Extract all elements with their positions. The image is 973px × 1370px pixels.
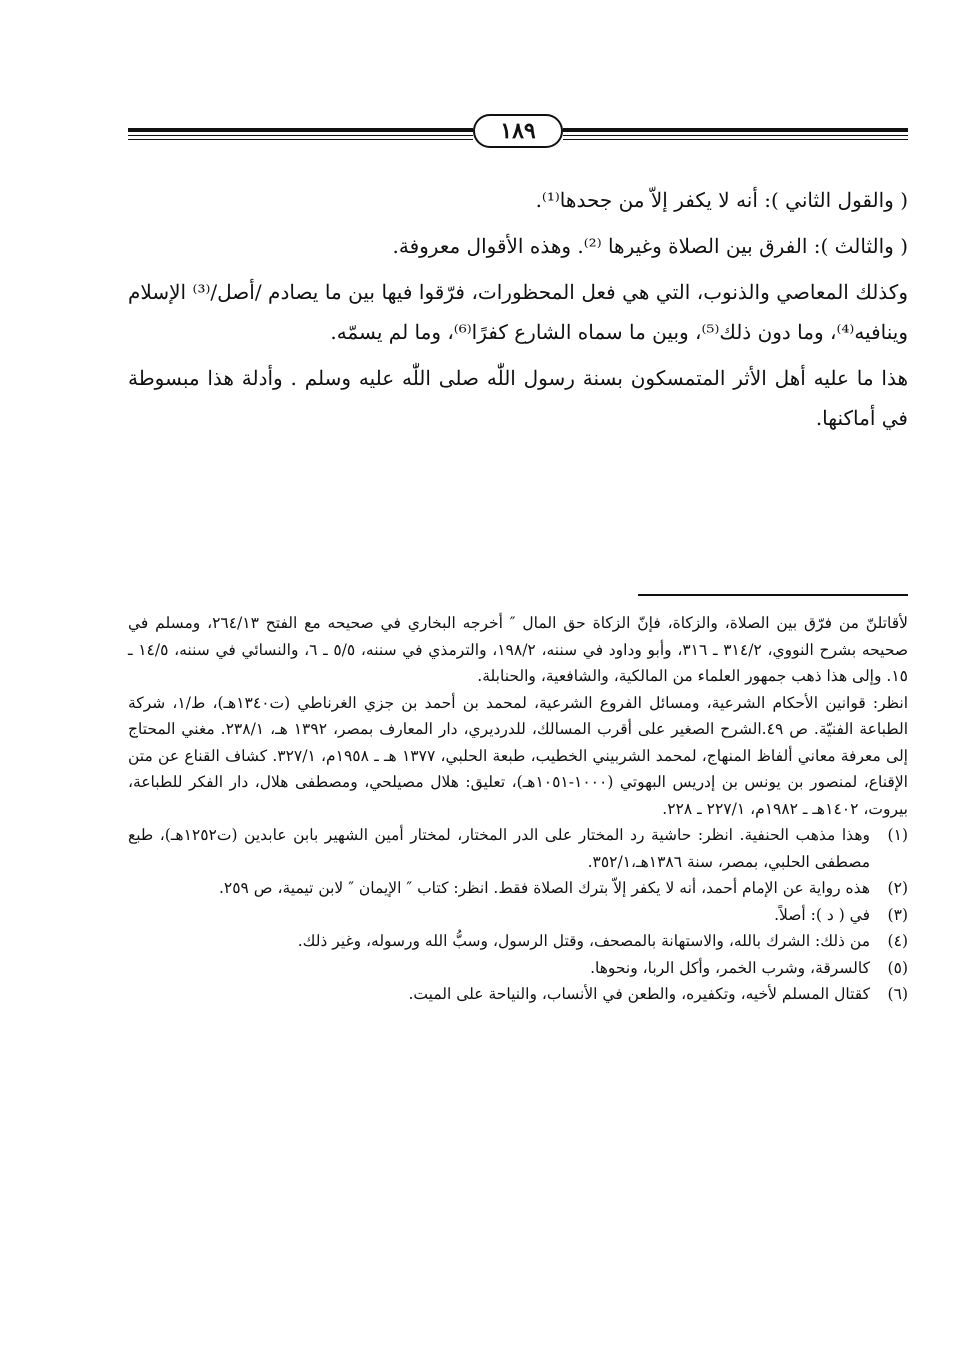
footnote-text: هذه رواية عن الإمام أحمد، أنه لا يكفر إلاّ بترك الصلاة فقط. انظر: كتاب ″ الإيمان ″ لابن تيمية، ص ٢٥٩. [218,879,870,897]
footnote-number: (١) [887,826,908,844]
footnote-text: من ذلك: الشرك بالله، والاستهانة بالمصحف، وقتل الرسول، وسبُّ الله ورسوله، وغير ذلك. [297,932,870,950]
footnote-continuation: لأقاتلنّ من فرّق بين الصلاة، والزكاة، فإنّ الزكاة حق المال ″ أخرجه البخاري في صحيحه مع الفتح ٢٦٤/١٣، ومسلم في صحيحه بشرح النووي، ٣١٤/٢ ـ ٣١٦، وأبو وداود في سننه، ١٩٨/٢، والترمذي في سننه، ٥/٥ ـ ٦، والنسائي في سننه، ١٤/٥ ـ ١٥. وإلى هذا ذهب جمهور العلماء من المالكية، والشافعية، والحنابلة. [128,614,908,685]
footnote-number: (٦) [887,985,908,1003]
footnote-separator [638,594,908,596]
footnote-5 [128,955,908,982]
header-rule-left [128,128,473,143]
footnote-continuation: انظر: قوانين الأحكام الشرعية، ومسائل الفروع الشرعية، لمحمد بن أحمد بن جزي الغرناطي (ت١٣٤٠هـ)، ط/١، شركة الطباعة الفنيّة. ص ٤٩.الشرح الصغير على أقرب المسالك، للدرديري، دار المعارف بمصر، ١٣٩٢ هـ، ٢٣٨/١. مغني المحتاج إلى معرفة معاني ألفاظ المنهاج، لمحمد الشربيني الخطيب، طبعة الحلبي، ١٣٧٧ هـ ـ ١٩٥٨م، ٣٢٧/١. كشاف القناع عن متن الإقناع، لمنصور بن يونس بن إدريس البهوتي (١٠٠٠-١٠٥١هـ)، تعليق: هلال مصيلحي، ومصطفى هلال، دار الفكر للطباعة، بيروت، ١٤٠٢هـ ـ ١٩٨٢م، ٢٢٧/١ ـ ٢٢٨. [128,693,909,818]
footnote-number: (٥) [887,958,908,977]
footnote-text: وهذا مذهب الحنفية. انظر: حاشية رد المختار على الدر المختار، لمختار أمين الشهير بابن عابدين (ت١٢٥٢هـ)، طبع مصطفى الحلبي، بمصر، سنة ١٣٨٦هـ،٣٥٢/١. [128,826,870,871]
footnote-6 [128,981,908,1008]
page-number: ١٨٩ [473,114,563,148]
page-header [128,108,908,158]
paragraph: هذا ما عليه أهل الأثر المتمسكون بسنة رسول اللّٰه صلى اللّٰه عليه وسلم . وأدلة هذا مبسوطة في أماكنها. [128,366,908,430]
paragraph: ( والقول الثاني ): أنه لا يكفر إلاّ من جحدها⁽¹⁾. [535,188,908,212]
footnote-text: في ( د ): أصلاً. [774,905,870,924]
header-rule-right [563,128,908,143]
footnote-number: (٣) [887,905,908,924]
footnote-number: (٢) [887,879,908,897]
footnotes [128,610,908,1008]
paragraph: وكذلك المعاصي والذنوب، التي هي فعل المحظورات، فرّقوا فيها بين ما يصادم /أصل/⁽³⁾ الإسلام وينافيه⁽⁴⁾، وما دون ذلك⁽⁵⁾، وبين ما سماه الشارع كفرًا⁽⁶⁾، وما لم يسمّه. [128,280,908,344]
footnote-3 [128,902,908,929]
footnote-text: كقتال المسلم لأخيه، وتكفيره، والطعن في الأنساب، والنياحة على الميت. [408,985,870,1003]
footnote-1 [128,822,908,875]
footnote-4 [128,928,908,955]
paragraph: ( والثالث ): الفرق بين الصلاة وغيرها ⁽²⁾. وهذه الأقوال معروفة. [392,234,908,258]
main-text [128,180,908,444]
footnote-text: كالسرقة، وشرب الخمر، وأكل الربا، ونحوها. [590,958,870,977]
footnote-number: (٤) [887,932,908,950]
footnote-2 [128,875,908,902]
